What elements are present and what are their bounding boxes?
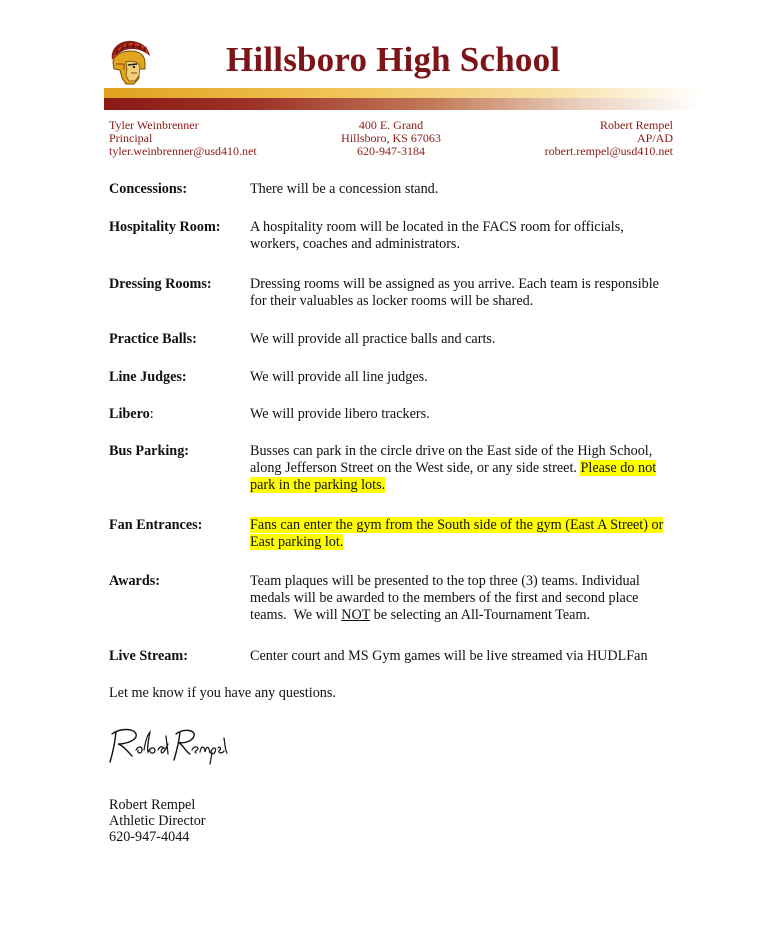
ad-contact: [545, 119, 673, 158]
item-text-line: medals will be awarded to the members of the first and second place: [250, 590, 639, 606]
address-city: Hillsboro, KS 67063: [341, 131, 441, 145]
item-text-line: [250, 460, 720, 477]
signoff-name: Robert Rempel: [109, 797, 196, 813]
item-label: Live Stream:: [109, 648, 188, 664]
item-text: We will provide all practice balls and carts.: [250, 331, 496, 347]
underlined-text: NOT: [341, 607, 371, 623]
item-label: Practice Balls:: [109, 331, 197, 347]
item-text: [250, 219, 720, 253]
school-phone: 620-947-3184: [357, 144, 425, 158]
item-text-line: [250, 534, 720, 551]
item-label: Bus Parking:: [109, 443, 190, 459]
item-label: Fan Entrances:: [109, 517, 203, 533]
trojan-helmet-icon: [104, 38, 154, 88]
signoff-phone: 620-947-4044: [109, 829, 190, 845]
signoff-block: [109, 797, 206, 845]
item-text-line: A hospitality room will be located in the FACS room for officials,: [250, 219, 624, 235]
item-text-plain: teams. We will: [250, 607, 342, 623]
principal-email[interactable]: tyler.weinbrenner@usd410.net: [109, 144, 257, 158]
school-address: [291, 119, 491, 158]
principal-title: Principal: [109, 131, 153, 145]
item-text: We will provide all line judges.: [250, 369, 428, 385]
item-text-line: [250, 477, 720, 494]
item-text-plain: along Jefferson Street on the West side, or any side street.: [250, 460, 581, 476]
principal-name: Tyler Weinbrenner: [109, 118, 199, 132]
item-text: [250, 573, 720, 624]
item-label-text: Libero: [109, 406, 150, 422]
item-text: [250, 276, 720, 310]
item-text-line: Dressing rooms will be assigned as you arrive. Each team is responsible: [250, 276, 659, 292]
item-text-line: for their valuables as locker rooms will be shared.: [250, 293, 534, 309]
principal-contact: [109, 119, 257, 158]
item-text: [250, 517, 720, 551]
highlighted-text: Please do not: [580, 460, 657, 476]
item-label: Hospitality Room:: [109, 219, 221, 235]
item-text: [250, 443, 720, 494]
signature-icon: [106, 724, 230, 766]
ad-name: Robert Rempel: [600, 118, 673, 132]
item-label-colon: :: [149, 406, 154, 422]
item-text-line: Team plaques will be presented to the top three (3) teams. Individual: [250, 573, 640, 589]
highlighted-text: Fans can enter the gym from the South side of the gym (East A Street) or: [250, 517, 664, 533]
item-text-line: [250, 517, 720, 534]
item-text-line: [250, 607, 720, 624]
item-text-line: Busses can park in the circle drive on the East side of the High School,: [250, 443, 653, 459]
item-text-line: workers, coaches and administrators.: [250, 236, 460, 252]
letterhead-bar: [104, 88, 702, 112]
highlighted-text: park in the parking lots.: [250, 477, 386, 493]
item-label: [109, 406, 154, 423]
ad-title: AP/AD: [636, 131, 673, 145]
highlighted-text: East parking lot.: [250, 534, 344, 550]
item-text: We will provide libero trackers.: [250, 406, 430, 422]
item-label: Concessions:: [109, 181, 188, 197]
signoff-title: Athletic Director: [109, 813, 206, 829]
letterhead-bar-red: [104, 98, 702, 110]
item-label: Line Judges:: [109, 369, 187, 385]
address-street: 400 E. Grand: [358, 118, 424, 132]
item-label: Awards:: [109, 573, 160, 589]
item-text-plain: be selecting an All-Tournament Team.: [370, 607, 591, 623]
school-name: Hillsboro High School: [226, 40, 561, 79]
item-label: Dressing Rooms:: [109, 276, 212, 292]
item-text: There will be a concession stand.: [250, 181, 439, 197]
closing-line: Let me know if you have any questions.: [109, 685, 336, 701]
ad-email[interactable]: robert.rempel@usd410.net: [544, 144, 673, 158]
item-text: Center court and MS Gym games will be live streamed via HUDLFan: [250, 648, 648, 664]
